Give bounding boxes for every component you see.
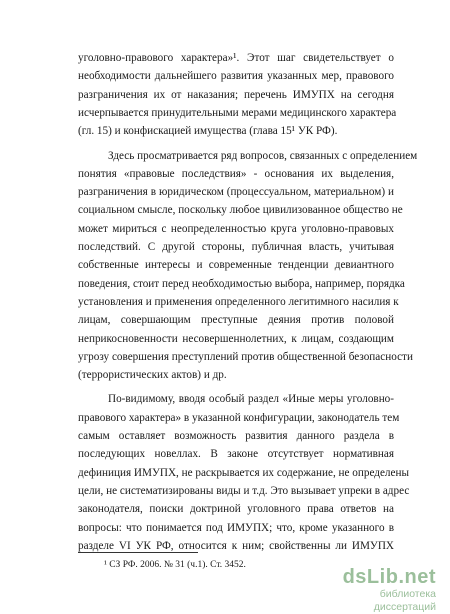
text-line: необходимости дальнейшего развития указанных мер, правового (78, 70, 394, 82)
text-line: собственные интересы и современные тенденции девиантного (78, 259, 394, 271)
text-line: дефиниция ИМУПХ, не раскрывается их содержание, не определены (78, 467, 409, 479)
text-line: последствий. С другой стороны, публичная власть, учитывая (78, 241, 394, 253)
text-line: установления и применения определенного легитимного насилия к (78, 296, 399, 308)
dslib-logo (318, 566, 436, 588)
logo-tld: net (404, 566, 436, 588)
text-line: разграничения их от наказания; перечень ИМУПХ на сегодня (78, 89, 394, 101)
text-line: социальном смысле, поскольку любое цивилизованное общество не (78, 204, 403, 216)
text-line: правового характера» в указанной конфигурации, законодатель тем (78, 412, 400, 424)
text-line: По-видимому, вводя особый раздел «Иные меры уголовно- (108, 393, 394, 405)
text-line: Здесь просматривается ряд вопросов, связанных с определением (108, 150, 418, 162)
text-line: исчерпывается принудительными мерами медицинского характера (78, 107, 397, 119)
dslib-watermark (318, 566, 436, 613)
text-line: (террористических актов) и др. (78, 369, 227, 381)
text-line: неприкосновенности несовершеннолетних, к лицам, создающим (78, 333, 394, 345)
text-line: самым оставляет возможность развития данного раздела в (78, 430, 394, 442)
text-line: понятия «правовые последствия» - основания их выделения, (78, 168, 394, 180)
text-line: уголовно-правового характера»¹. Этот шаг свидетельствует о (78, 52, 394, 64)
text-line: может мириться с неопределенностью круга уголовно-правовых (78, 223, 394, 235)
text-line: вопросы: что понимается под ИМУПХ; что, кроме указанного в (78, 522, 394, 534)
text-line: разграничения в юридическом (процессуальном, материальном) и (78, 186, 394, 198)
text-line: (гл. 15) и конфискацией имущества (глава 15¹ УК РФ). (78, 125, 338, 137)
logo-main: dsLib (342, 566, 399, 588)
text-line: последующих новеллах. В законе отсутствует нормативная (78, 448, 394, 460)
text-line: поведения, стоит перед необходимостью выбора, например, порядка (78, 278, 405, 290)
watermark-subtitle: библиотека диссертаций (373, 588, 436, 613)
text-line: законодателя, поиски доктриной уголовного права ответов на (78, 503, 394, 515)
text-line: лицам, совершающим преступные деяния против половой (78, 314, 394, 326)
text-line: угрозу совершения преступлений против общественной безопасности (78, 351, 413, 363)
footnote: ¹ СЗ РФ. 2006. № 31 (ч.1). Ст. 3452. (104, 560, 246, 570)
text-line: разделе VI УК РФ, относится к ним; свойственны ли ИМУПХ (78, 540, 394, 552)
text-line: цели, не систематизированы виды и т.д. Это вызывает упреки в адрес (78, 485, 410, 497)
logo-dot: . (398, 566, 405, 588)
